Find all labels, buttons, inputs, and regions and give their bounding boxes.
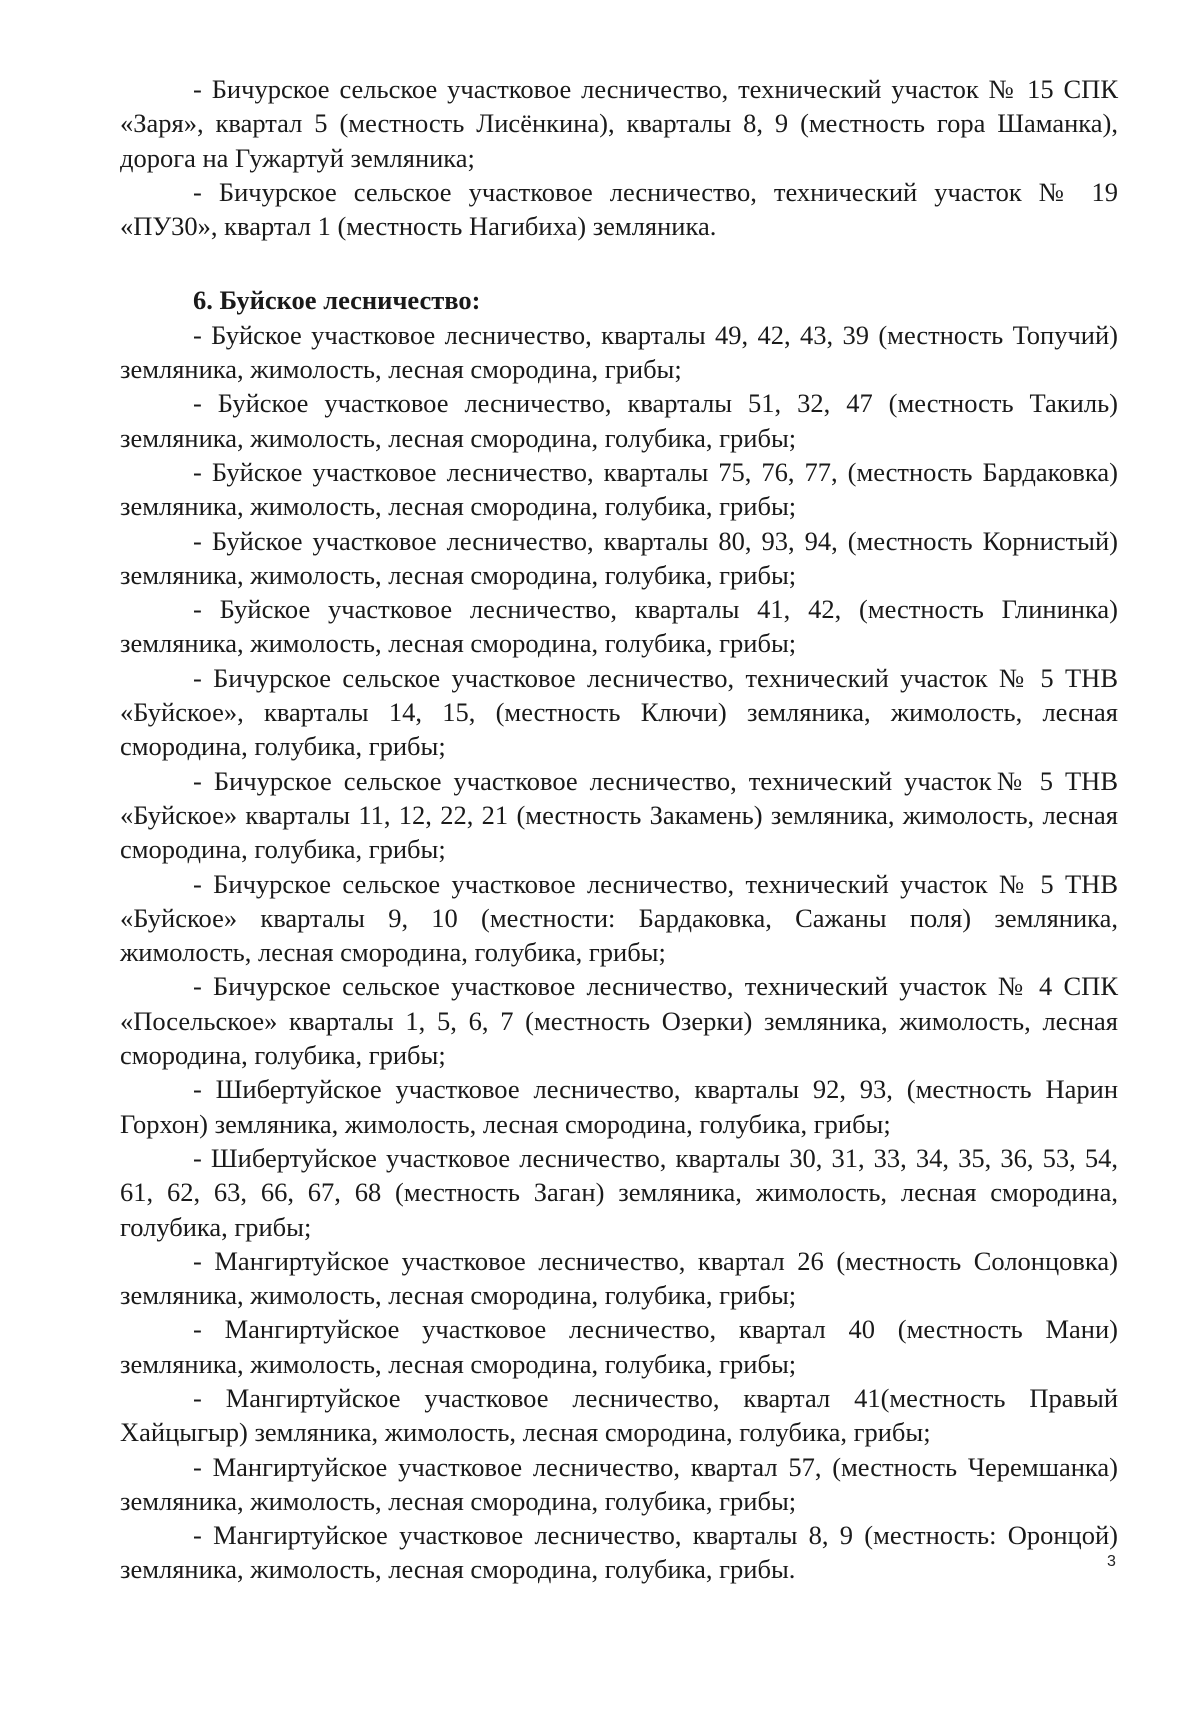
list-item: - Мангиртуйское участковое лесничество, квартал 40 (местность Мани) земляника, жимолость, лесная смородина, голубика, грибы;: [120, 1314, 1118, 1379]
list-item: - Бичурское сельское участковое лесничество, технический участок № 5 ТНВ «Буйское», кварталы 14, 15, (местность Ключи) земляника, жимолость, лесная смородина, голубика, грибы;: [120, 662, 1118, 762]
list-item: - Бичурское сельское участковое лесничество, технический участок № 5 ТНВ «Буйское» кварталы 9, 10 (местности: Бардаковка, Сажаны поля) земляника, жимолость, лесная смородина, голубика, грибы;: [120, 868, 1118, 968]
list-item: - Мангиртуйское участковое лесничество, квартал 57, (местность Черемшанка) земляника, жимолость, лесная смородина, голубика, грибы;: [120, 1451, 1118, 1516]
section-list: [120, 318, 1118, 1587]
list-item-intro-2: - Бичурское сельское участковое лесничество, технический участок № 19 «ПУ30», квартал 1 (местность Нагибиха) земляника.: [120, 176, 1118, 242]
list-item: - Буйское участковое лесничество, кварталы 51, 32, 47 (местность Такиль) земляника, жимолость, лесная смородина, голубика, грибы;: [120, 388, 1118, 453]
list-item: - Мангиртуйское участковое лесничество, кварталы 8, 9 (местность: Оронцой) земляника, жимолость, лесная смородина, голубика, грибы.: [120, 1520, 1118, 1585]
page-body: [120, 72, 1118, 1587]
section-heading: 6. Буйское лесничество:: [193, 285, 481, 316]
list-item: - Мангиртуйское участковое лесничество, квартал 26 (местность Солонцовка) земляника, жимолость, лесная смородина, голубика, грибы;: [120, 1245, 1118, 1311]
list-item-intro-1: - Бичурское сельское участковое лесничество, технический участок № 15 СПК «Заря», квартал 5 (местность Лисёнкина), кварталы 8, 9 (местность гора Шаманка), дорога на Гужартуй земляника;: [120, 74, 1118, 173]
list-item: - Буйское участковое лесничество, кварталы 80, 93, 94, (местность Корнистый) земляника, жимолость, лесная смородина, голубика, грибы;: [120, 525, 1118, 590]
list-item: - Бичурское сельское участковое лесничество, технический участок № 4 СПК «Посельское» кварталы 1, 5, 6, 7 (местность Озерки) земляника, жимолость, лесная смородина, голубика, грибы;: [120, 971, 1118, 1071]
list-item: - Буйское участковое лесничество, кварталы 75, 76, 77, (местность Бардаковка) земляника, жимолость, лесная смородина, голубика, грибы;: [120, 456, 1118, 522]
list-item: - Буйское участковое лесничество, кварталы 41, 42, (местность Глининка) земляника, жимолость, лесная смородина, голубика, грибы;: [120, 594, 1118, 659]
list-item: - Буйское участковое лесничество, кварталы 49, 42, 43, 39 (местность Топучий) земляника, жимолость, лесная смородина, грибы;: [120, 319, 1118, 385]
list-item: - Мангиртуйское участковое лесничество, квартал 41(местность Правый Хайцыгыр) земляника, жимолость, лесная смородина, голубика, грибы;: [120, 1382, 1118, 1448]
list-item: - Бичурское сельское участковое лесничество, технический участок№ 5 ТНВ «Буйское» кварталы 11, 12, 22, 21 (местность Закамень) земляника, жимолость, лесная смородина, голубика, грибы;: [120, 765, 1118, 865]
list-item: - Шибертуйское участковое лесничество, кварталы 92, 93, (местность Нарин Горхон) земляника, жимолость, лесная смородина, голубика, грибы;: [120, 1074, 1118, 1139]
list-item: - Шибертуйское участковое лесничество, кварталы 30, 31, 33, 34, 35, 36, 53, 54, 61, 62, 63, 66, 67, 68 (местность Заган) земляника, жимолость, лесная смородина, голубика, грибы;: [120, 1142, 1118, 1242]
page-number: 3: [1107, 1553, 1116, 1570]
